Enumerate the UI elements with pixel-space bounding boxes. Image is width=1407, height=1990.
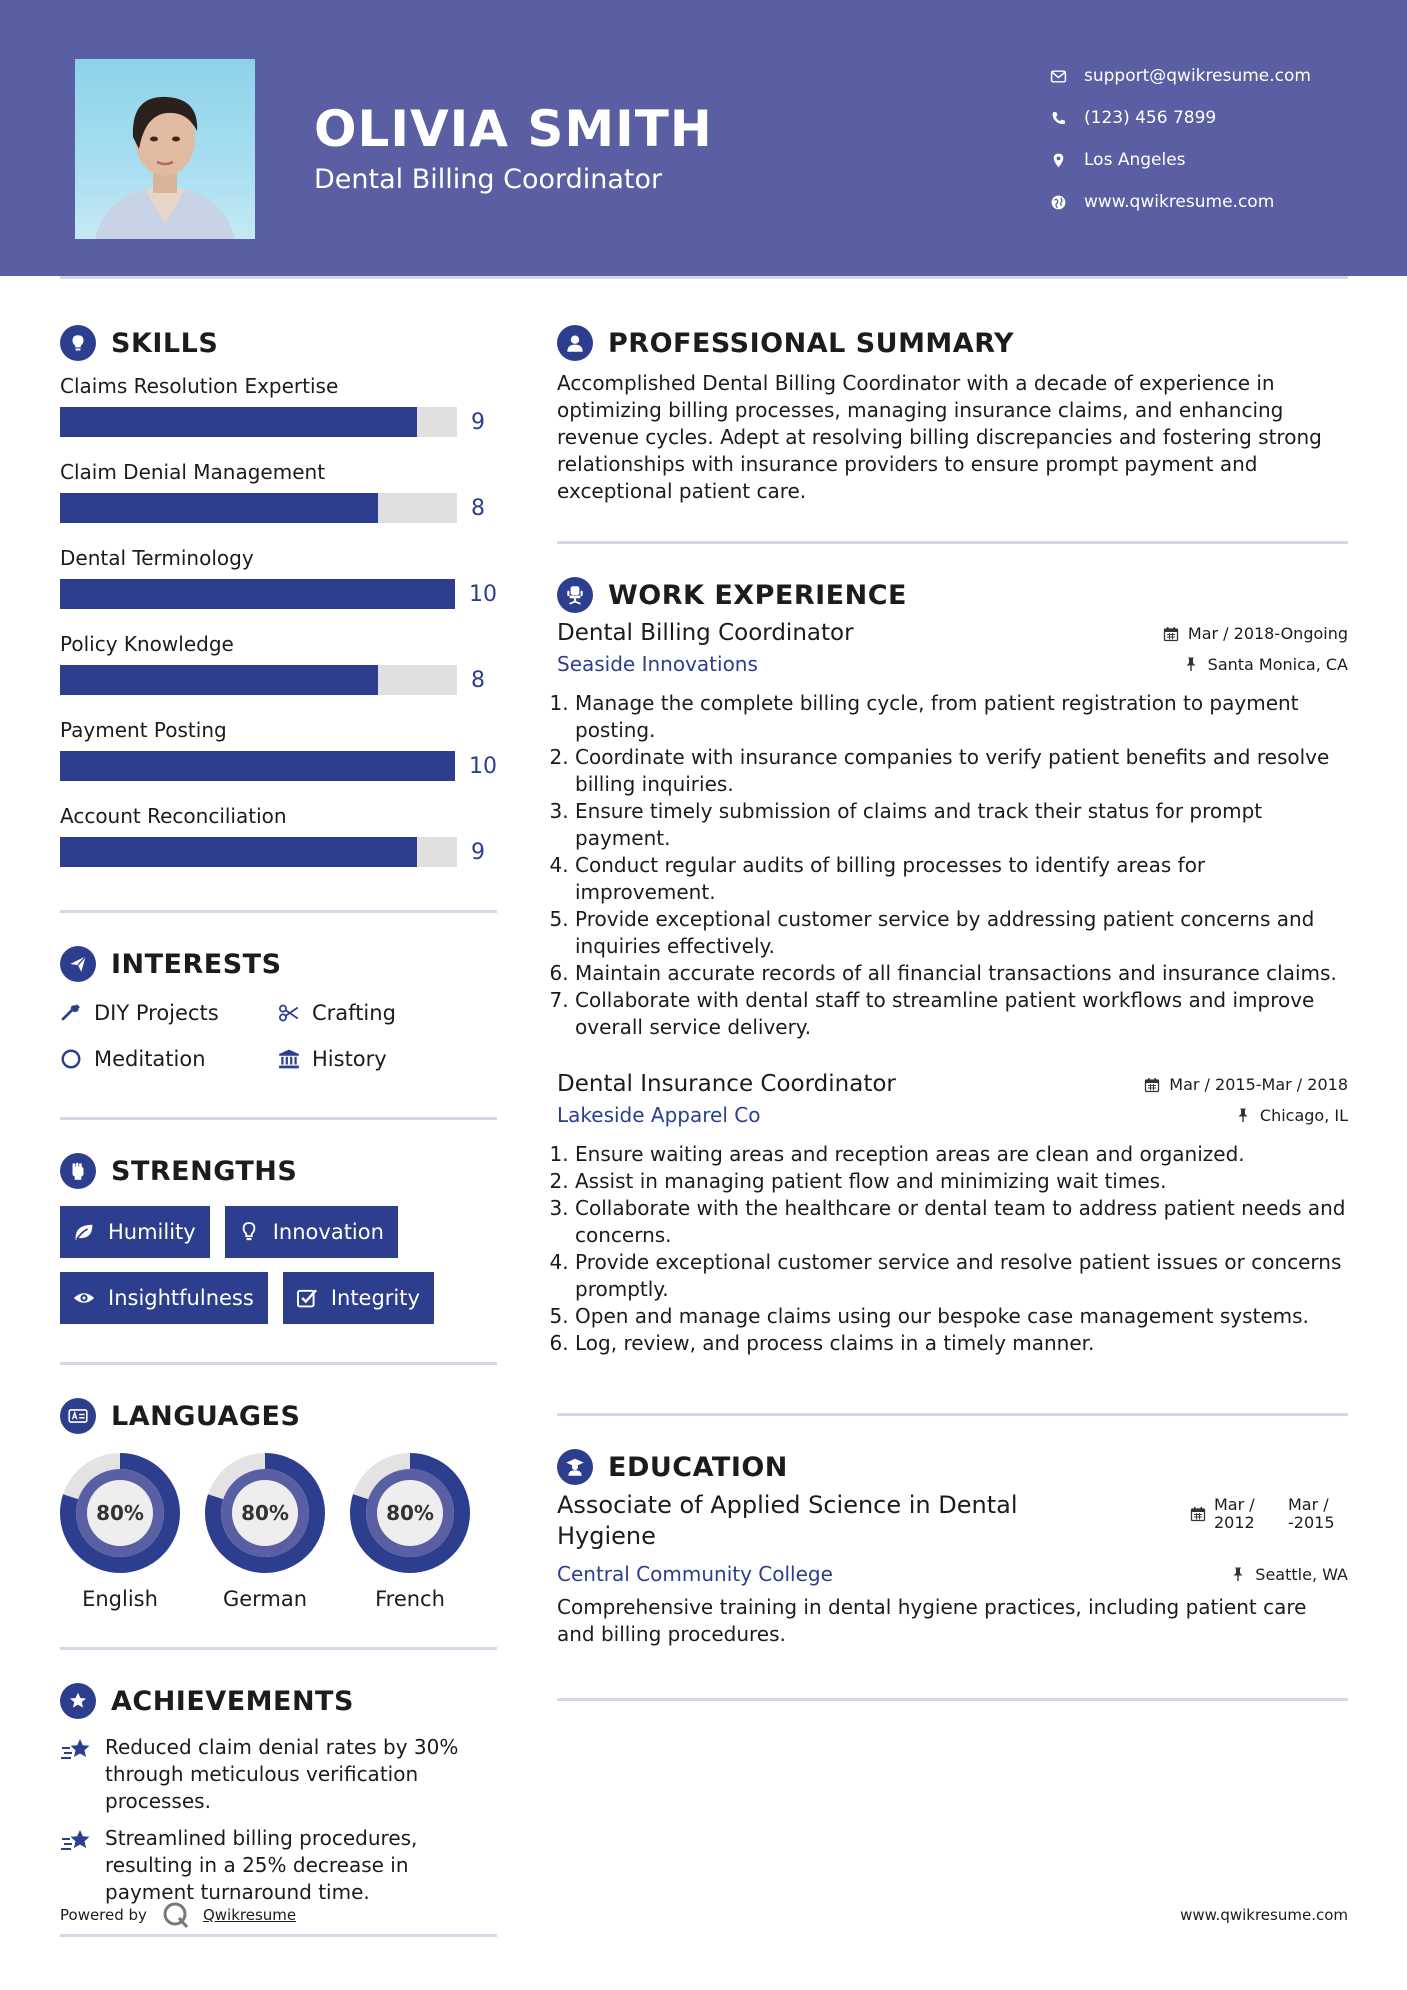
interest-item: DIY Projects — [60, 995, 278, 1031]
section-divider — [60, 1362, 497, 1365]
lightbulb-icon — [237, 1220, 261, 1244]
duty-item: 7. Collaborate with dental staff to streamline patient workflows and improve overall service delivery. — [575, 987, 1348, 1041]
education-entry — [557, 1490, 1348, 1648]
strengths-heading: STRENGTHS — [60, 1148, 497, 1194]
degree-title: Associate of Applied Science in Dental Hygiene — [557, 1491, 1018, 1550]
section-divider — [557, 1698, 1348, 1701]
strength-tag: Innovation — [225, 1206, 398, 1258]
pushpin-icon — [1235, 1107, 1251, 1123]
skill-name: Claims Resolution Expertise — [60, 374, 339, 398]
graduate-icon — [557, 1449, 593, 1485]
skill-bar-track — [60, 579, 455, 609]
skill-bar-track — [60, 751, 455, 781]
achievements-heading: ACHIEVEMENTS — [60, 1678, 497, 1724]
job-duties — [557, 1141, 1348, 1357]
skill-bar-track — [60, 407, 457, 437]
skill-value: 10 — [469, 753, 497, 779]
skill-item — [60, 718, 497, 796]
shooting-star-icon — [60, 1736, 94, 1766]
svg-text:80%: 80% — [241, 1501, 289, 1525]
skill-value: 9 — [471, 409, 485, 435]
section-divider — [60, 910, 497, 913]
skills-heading: SKILLS — [60, 320, 497, 366]
strength-tag: Humility — [60, 1206, 210, 1258]
language-item — [350, 1453, 470, 1611]
skill-name: Payment Posting — [60, 718, 227, 742]
fist-icon — [60, 1153, 96, 1189]
envelope-icon — [1050, 68, 1084, 85]
header-divider — [60, 276, 1348, 279]
skill-bar-fill — [60, 493, 378, 523]
language-progress-ring — [60, 1453, 180, 1573]
duty-item: 6. Log, review, and process claims in a timely manner. — [575, 1330, 1348, 1357]
duty-item: 2. Coordinate with insurance companies to verify patient benefits and resolve billing inquiries. — [575, 744, 1348, 798]
job-title: Dental Billing Coordinator — [557, 620, 854, 646]
interest-item: Meditation — [60, 1041, 278, 1077]
skill-item — [60, 804, 497, 882]
language-name: French — [375, 1587, 445, 1611]
shooting-star-icon — [60, 1827, 94, 1857]
language-name: German — [222, 1587, 308, 1611]
skills-list — [60, 374, 497, 882]
school-location: Seattle, WA — [1230, 1565, 1348, 1584]
duty-item: 5. Open and manage claims using our bespoke case management systems. — [575, 1303, 1348, 1330]
job-location: Chicago, IL — [1235, 1106, 1348, 1125]
job-duties — [557, 690, 1348, 1041]
user-icon — [557, 325, 593, 361]
language-progress-ring — [350, 1453, 470, 1573]
paper-plane-icon — [60, 946, 96, 982]
right-column — [557, 320, 1348, 1701]
skill-bar-track — [60, 837, 457, 867]
languages-list — [60, 1453, 497, 1611]
office-chair-icon — [557, 577, 593, 613]
contact-website[interactable]: www.qwikresume.com — [1050, 181, 1311, 223]
skill-name: Claim Denial Management — [60, 460, 326, 484]
skill-bar-fill — [60, 579, 455, 609]
qwikresume-logo-icon — [161, 1900, 191, 1930]
eye-icon — [72, 1286, 96, 1310]
resume-header — [0, 0, 1407, 276]
footer-website[interactable]: www.qwikresume.com — [1180, 1906, 1348, 1924]
wrench-icon — [60, 1002, 82, 1024]
duty-item: 3. Collaborate with the healthcare or dental team to address patient needs and concerns. — [575, 1195, 1348, 1249]
skill-bar-fill — [60, 751, 455, 781]
circle-icon — [60, 1048, 82, 1070]
candidate-name: OLIVIA SMITH — [314, 100, 713, 158]
strengths-list — [60, 1206, 497, 1324]
qwikresume-link[interactable]: Qwikresume — [202, 1906, 297, 1924]
achievements-list — [60, 1734, 497, 1906]
star-badge-icon — [60, 1683, 96, 1719]
skill-name: Policy Knowledge — [60, 632, 234, 656]
skill-value: 8 — [471, 495, 485, 521]
strength-tag: Integrity — [283, 1272, 434, 1324]
footer-divider — [60, 1934, 497, 1937]
duty-item: 3. Ensure timely submission of claims and track their status for prompt payment. — [575, 798, 1348, 852]
skill-value: 10 — [469, 581, 497, 607]
job-title: Dental Insurance Coordinator — [557, 1071, 896, 1097]
company-name: Lakeside Apparel Co — [557, 1103, 761, 1127]
skill-bar-fill — [60, 665, 378, 695]
leaf-icon — [72, 1220, 96, 1244]
skill-value: 8 — [471, 667, 485, 693]
museum-icon — [278, 1048, 300, 1070]
skill-item — [60, 460, 497, 538]
company-name: Seaside Innovations — [557, 652, 758, 676]
strength-tag: Insightfulness — [60, 1272, 268, 1324]
skill-item — [60, 374, 497, 452]
duty-item: 1. Ensure waiting areas and reception areas are clean and organized. — [575, 1141, 1348, 1168]
calendar-icon — [1190, 1506, 1206, 1522]
education-description: Comprehensive training in dental hygiene practices, including patient care and billing procedures. — [557, 1595, 1307, 1646]
location-pin-icon — [1050, 152, 1084, 169]
duty-item: 6. Maintain accurate records of all financial transactions and insurance claims. — [575, 960, 1348, 987]
experience-heading: WORK EXPERIENCE — [557, 572, 1348, 618]
contact-phone[interactable]: (123) 456 7899 — [1050, 97, 1311, 139]
svg-text:80%: 80% — [96, 1501, 144, 1525]
achievement-item: Reduced claim denial rates by 30% through meticulous verification processes. — [60, 1734, 497, 1815]
calendar-icon — [1163, 626, 1179, 642]
scissors-icon — [278, 1002, 300, 1024]
duty-item: 2. Assist in managing patient flow and minimizing wait times. — [575, 1168, 1348, 1195]
language-item — [60, 1453, 180, 1611]
candidate-title: Dental Billing Coordinator — [314, 164, 663, 195]
left-column — [60, 320, 497, 1906]
languages-heading: LANGUAGES — [60, 1393, 497, 1439]
job-date: Mar / 2015-Mar / 2018 — [1144, 1075, 1348, 1094]
duty-item: 4. Provide exceptional customer service and resolve patient issues or concerns promptly. — [575, 1249, 1348, 1303]
education-heading: EDUCATION — [557, 1444, 1348, 1490]
profile-photo — [75, 59, 255, 239]
interests-list — [60, 995, 497, 1077]
duty-item: 4. Conduct regular audits of billing processes to identify areas for improvement. — [575, 852, 1348, 906]
globe-icon — [1050, 194, 1084, 211]
check-square-icon — [295, 1286, 319, 1310]
skill-name: Dental Terminology — [60, 546, 254, 570]
job-location: Santa Monica, CA — [1183, 655, 1348, 674]
language-name: English — [82, 1587, 158, 1611]
skill-item — [60, 546, 497, 624]
lightbulb-icon — [60, 325, 96, 361]
skill-bar-track — [60, 493, 457, 523]
school-name: Central Community College — [557, 1562, 833, 1586]
phone-icon — [1050, 110, 1084, 127]
section-divider — [60, 1647, 497, 1650]
contact-location: Los Angeles — [1050, 139, 1311, 181]
interests-heading: INTERESTS — [60, 941, 497, 987]
duty-item: 5. Provide exceptional customer service by addressing patient concerns and inquiries effectively. — [575, 906, 1348, 960]
skill-name: Account Reconciliation — [60, 804, 287, 828]
summary-text: Accomplished Dental Billing Coordinator with a decade of experience in optimizing billing processes, managing insurance claims, and enhancing revenue cycles. Adept at resolving billing discrepancies and fostering strong relationships with insurance providers to ensure prompt payment and exceptional patient care. — [557, 371, 1322, 503]
pushpin-icon — [1183, 656, 1199, 672]
interest-item: Crafting — [278, 995, 496, 1031]
section-divider — [557, 1413, 1348, 1416]
powered-by: Powered by Qwikresume — [60, 1900, 296, 1930]
summary-heading: PROFESSIONAL SUMMARY — [557, 320, 1348, 366]
achievement-item: Streamlined billing procedures, resulting in a 25% decrease in payment turnaround time. — [60, 1825, 497, 1906]
contact-email[interactable]: support@qwikresume.com — [1050, 55, 1311, 97]
language-item — [205, 1453, 325, 1611]
pushpin-icon — [1230, 1566, 1246, 1582]
calendar-icon — [1144, 1077, 1160, 1093]
language-icon — [60, 1398, 96, 1434]
skill-bar-fill — [60, 837, 417, 867]
interest-item: History — [278, 1041, 496, 1077]
job-entry — [557, 1069, 1348, 1357]
contact-list — [1050, 55, 1311, 223]
section-divider — [60, 1117, 497, 1120]
section-divider — [557, 541, 1348, 544]
language-progress-ring — [205, 1453, 325, 1573]
job-date: Mar / 2018-Ongoing — [1163, 624, 1348, 643]
skill-bar-track — [60, 665, 457, 695]
skill-value: 9 — [471, 839, 485, 865]
duty-item: 1. Manage the complete billing cycle, from patient registration to payment posting. — [575, 690, 1348, 744]
job-entry — [557, 618, 1348, 1041]
skill-item — [60, 632, 497, 710]
skill-bar-fill — [60, 407, 417, 437]
education-dates: Mar / 2012 Mar / -2015 — [1190, 1496, 1348, 1532]
svg-text:80%: 80% — [386, 1501, 434, 1525]
